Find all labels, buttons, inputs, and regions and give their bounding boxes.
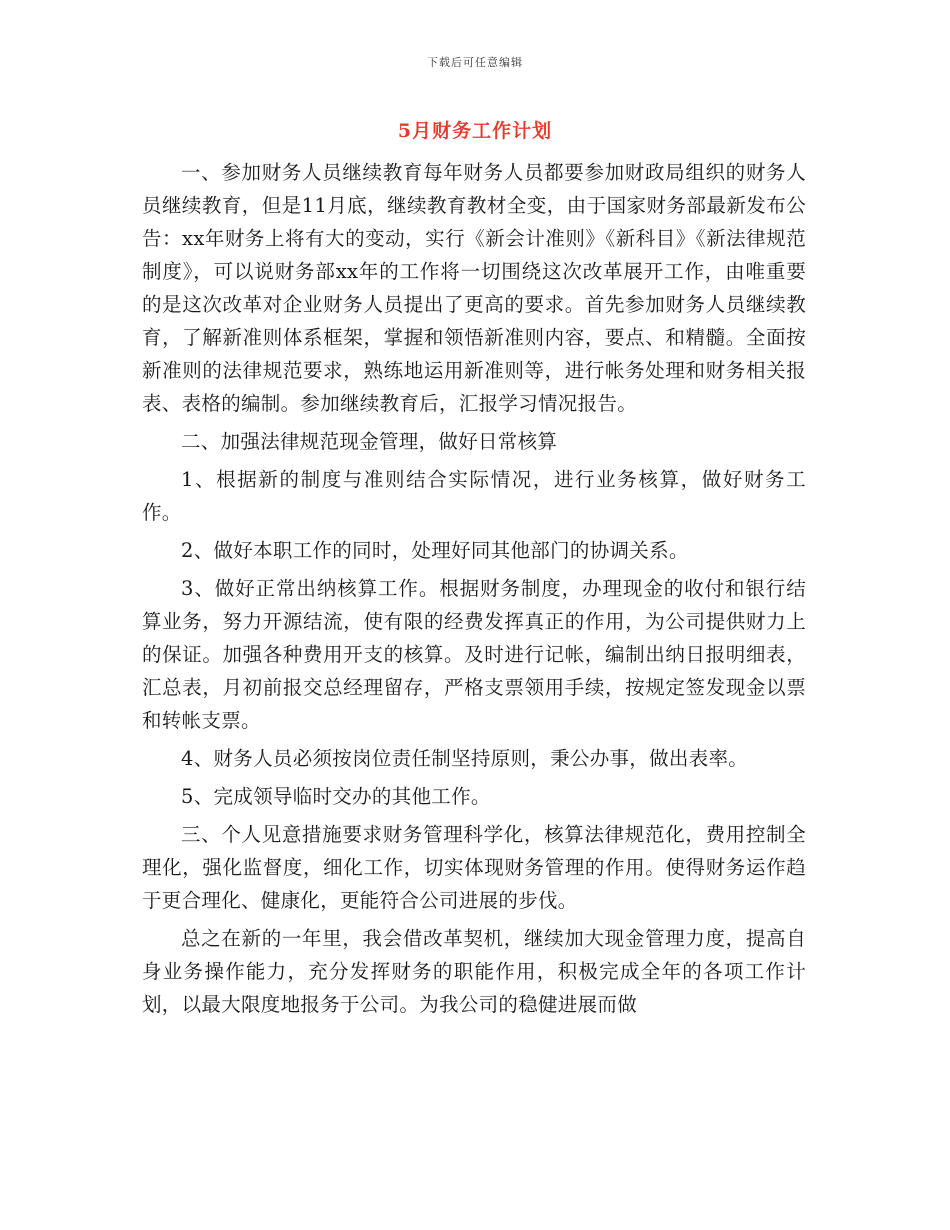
paragraph-item-5: 5、完成领导临时交办的其他工作。 xyxy=(181,785,491,808)
paragraph-item-3: 3、做好正常出纳核算工作。根据财务制度，办理现金的收付和银行结算业务，努力开源结流，使有限的经费发挥真正的作用，为公司提供财力上的保证。加强各种费用开支的核算。及时进行记帐，编制出纳日报明细表，汇总表，月初前报交总经理留存，严格支票领用手续，按规定签发现金以票和转帐支票。 xyxy=(142,577,806,732)
document-title: 5月财务工作计划 xyxy=(397,120,553,142)
paragraph-conclusion: 总之在新的一年里，我会借改革契机，继续加大现金管理力度，提高自身业务操作能力，充分发挥财务的职能作用，积极完成全年的各项工作计划，以最大限度地报务于公司。为我公司的稳健进展而做 xyxy=(142,927,806,1016)
paragraph-item-2: 2、做好本职工作的同时，处理好同其他部门的协调关系。 xyxy=(181,539,689,562)
paragraph-item-4: 4、财务人员必须按岗位责任制坚持原则，秉公办事，做出表率。 xyxy=(181,747,749,770)
document-body xyxy=(142,156,806,1026)
header-note: 下载后可任意编辑 xyxy=(427,56,523,69)
paragraph-section-1: 一、参加财务人员继续教育每年财务人员都要参加财政局组织的财务人员继续教育，但是11月底，继续教育教材全变，由于国家财务部最新发布公告：xx年财务上将有大的变动，实行《新会计准则》《新科目》《新法律规范制度》，可以说财务部xx年的工作将一切围绕这次改革展开工作，由唯重要的是这次改革对企业财务人员提出了更高的要求。首先参加财务人员继续教育，了解新准则体系框架，掌握和领悟新准则内容，要点、和精髓。全面按新准则的法律规范要求，熟练地运用新准则等，进行帐务处理和财务相关报表、表格的编制。参加继续教育后，汇报学习情况报告。 xyxy=(142,161,806,415)
paragraph-section-3: 三、个人见意措施要求财务管理科学化，核算法律规范化，费用控制全理化，强化监督度，细化工作，切实体现财务管理的作用。使得财务运作趋于更合理化、健康化，更能符合公司进展的步伐。 xyxy=(142,823,806,912)
paragraph-item-1: 1、根据新的制度与准则结合实际情况，进行业务核算，做好财务工作。 xyxy=(142,468,806,524)
paragraph-section-2-heading: 二、加强法律规范现金管理，做好日常核算 xyxy=(181,430,558,453)
